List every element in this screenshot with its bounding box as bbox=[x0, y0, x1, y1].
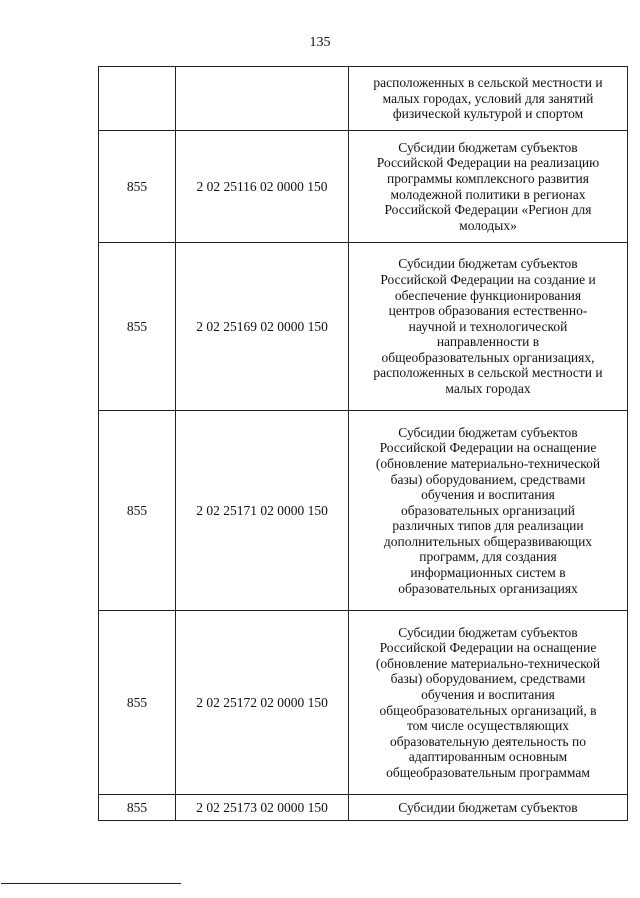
name-line: расположенных в сельской местности и bbox=[373, 75, 603, 91]
admin-code-cell: 855 bbox=[99, 795, 176, 821]
name-line: малых городах, условий для занятий bbox=[382, 90, 594, 106]
budget-code-cell: 2 02 25169 02 0000 150 bbox=[176, 243, 349, 411]
name-line: общеобразовательным программам bbox=[386, 764, 590, 780]
name-line: программы комплексного развития bbox=[387, 170, 589, 186]
budget-code-cell: 2 02 25171 02 0000 150 bbox=[176, 411, 349, 611]
footnote-separator-line bbox=[1, 883, 181, 884]
revenue-name-cell bbox=[349, 411, 628, 611]
name-line: (обновление материально-технической bbox=[375, 655, 601, 671]
table-row bbox=[99, 795, 628, 821]
name-line: обучения и воспитания bbox=[421, 686, 555, 702]
table-row bbox=[99, 411, 628, 611]
table-row bbox=[99, 243, 628, 411]
budget-code-cell: 2 02 25116 02 0000 150 bbox=[176, 131, 349, 243]
table-row bbox=[99, 131, 628, 243]
name-line: молодых» bbox=[459, 217, 517, 233]
name-line: образовательных организациях bbox=[398, 580, 578, 596]
admin-code-cell: 855 bbox=[99, 611, 176, 795]
name-line: общеобразовательных организациях, bbox=[381, 349, 595, 365]
table-row bbox=[99, 611, 628, 795]
admin-code-cell: 855 bbox=[99, 131, 176, 243]
name-line: Субсидии бюджетам субъектов bbox=[398, 799, 578, 815]
revenue-name-cell bbox=[349, 243, 628, 411]
name-line: базы) оборудованием, средствами bbox=[390, 471, 586, 487]
revenue-name-cell bbox=[349, 611, 628, 795]
name-line: (обновление материально-технической bbox=[375, 455, 601, 471]
name-line: адаптированным основным bbox=[408, 749, 568, 765]
name-line: образовательных организаций bbox=[401, 502, 575, 518]
name-line: Российской Федерации «Регион для bbox=[384, 202, 592, 218]
name-line: расположенных в сельской местности и bbox=[373, 365, 603, 381]
name-line: Субсидии бюджетам субъектов bbox=[398, 139, 578, 155]
name-line: молодежной политики в регионах bbox=[390, 186, 586, 202]
name-line: информационных систем в bbox=[410, 565, 566, 581]
name-line: обучения и воспитания bbox=[421, 487, 555, 503]
name-line: Российской Федерации на создание и bbox=[380, 271, 596, 287]
admin-code-cell: 855 bbox=[99, 411, 176, 611]
budget-code-cell: 2 02 25173 02 0000 150 bbox=[176, 795, 349, 821]
name-line: дополнительных общеразвивающих bbox=[383, 533, 593, 549]
name-line: научной и технологической bbox=[408, 318, 568, 334]
name-line: физической культурой и спортом bbox=[392, 106, 584, 122]
name-line: базы) оборудованием, средствами bbox=[390, 671, 586, 687]
budget-code-cell: 2 02 25172 02 0000 150 bbox=[176, 611, 349, 795]
name-line: Субсидии бюджетам субъектов bbox=[398, 424, 578, 440]
name-line: обеспечение функционирования bbox=[394, 287, 582, 303]
budget-code-cell bbox=[176, 67, 349, 131]
admin-code-cell bbox=[99, 67, 176, 131]
name-line: центров образования естественно- bbox=[388, 303, 588, 319]
name-line: малых городах bbox=[445, 381, 531, 397]
name-line: направленности в bbox=[436, 334, 540, 350]
revenue-name-cell bbox=[349, 67, 628, 131]
table-row bbox=[99, 67, 628, 131]
admin-code-cell: 855 bbox=[99, 243, 176, 411]
name-line: образовательную деятельность по bbox=[390, 733, 586, 749]
page-number: 135 bbox=[309, 35, 331, 50]
name-line: Субсидии бюджетам субъектов bbox=[398, 256, 578, 272]
revenue-name-cell bbox=[349, 795, 628, 821]
name-line: Субсидии бюджетам субъектов bbox=[398, 624, 578, 640]
name-line: общеобразовательных организаций, в bbox=[379, 702, 597, 718]
name-line: том числе осуществляющих bbox=[406, 718, 570, 734]
name-line: Российской Федерации на оснащение bbox=[379, 640, 597, 656]
name-line: Российской Федерации на реализацию bbox=[376, 155, 600, 171]
name-line: Российской Федерации на оснащение bbox=[379, 440, 597, 456]
name-line: различных типов для реализации bbox=[392, 518, 584, 534]
name-line: программ, для создания bbox=[419, 549, 557, 565]
revenue-name-cell bbox=[349, 131, 628, 243]
revenue-codes-table bbox=[98, 66, 628, 821]
